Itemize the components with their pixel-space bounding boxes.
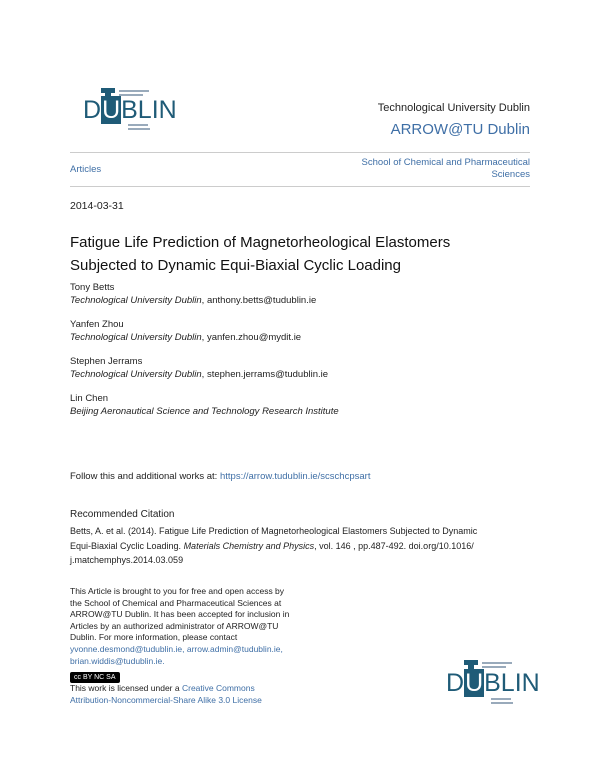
notice-line: the School of Chemical and Pharmaceutical Sciences at bbox=[70, 597, 282, 608]
author-name: Tony Betts bbox=[70, 282, 115, 293]
license-link[interactable]: Creative Commons bbox=[181, 683, 255, 693]
tu-dublin-logo bbox=[83, 88, 177, 132]
author-affiliation: Technological University Dublin bbox=[70, 332, 202, 343]
citation-heading: Recommended Citation bbox=[70, 509, 175, 520]
citation-line: Equi-Biaxial Cyclic Loading. bbox=[70, 540, 184, 551]
department-line-2: Sciences bbox=[491, 169, 530, 180]
institution-name: Technological University Dublin bbox=[377, 102, 530, 114]
notice-line: Dublin. For more information, please contact bbox=[70, 632, 238, 643]
cc-license-badge[interactable] bbox=[70, 666, 120, 684]
contact-emails[interactable]: brian.widdis@tudublin.ie. bbox=[70, 655, 165, 666]
author bbox=[70, 392, 339, 429]
author-email: , stephen.jerrams@tudublin.ie bbox=[201, 369, 329, 380]
department-link[interactable] bbox=[362, 157, 530, 181]
citation-line: Betts, A. et al. (2014). Fatigue Life Prediction of Magnetorheological Elastomers Subjected to Dynamic bbox=[70, 526, 478, 536]
journal-name: Materials Chemistry and Physics bbox=[183, 540, 315, 551]
repository-link[interactable]: ARROW@TU Dublin bbox=[390, 121, 530, 138]
notice-line: Articles by an authorized administrator of ARROW@TU bbox=[70, 620, 279, 631]
author-name: Lin Chen bbox=[70, 393, 109, 404]
author-email: , yanfen.zhou@mydit.ie bbox=[201, 332, 302, 343]
publication-date: 2014-03-31 bbox=[70, 200, 124, 212]
contact-emails[interactable]: yvonne.desmond@tudublin.ie, arrow.admin@tudublin.ie, bbox=[70, 643, 283, 654]
author-email: , anthony.betts@tudublin.ie bbox=[201, 295, 317, 306]
follow-line bbox=[70, 471, 370, 482]
author-affiliation: Technological University Dublin bbox=[70, 369, 202, 380]
license-text bbox=[70, 683, 262, 706]
collection-link[interactable]: Articles bbox=[70, 164, 102, 175]
follow-link[interactable]: https://arrow.tudublin.ie/scschcpsart bbox=[219, 471, 371, 482]
divider bbox=[70, 152, 530, 153]
logo-wordmark: DUBLIN bbox=[83, 96, 177, 124]
author-list bbox=[70, 281, 339, 429]
logo-wordmark: DUBLIN bbox=[446, 669, 540, 697]
notice-line: This Article is brought to you for free and open access by bbox=[70, 586, 285, 596]
notice-line: ARROW@TU Dublin. It has been accepted for inclusion in bbox=[70, 609, 290, 620]
license-prefix: This work is licensed under a bbox=[70, 683, 182, 693]
author bbox=[70, 281, 339, 318]
citation-text bbox=[70, 524, 477, 568]
author-affiliation: Technological University Dublin bbox=[70, 295, 202, 306]
tu-dublin-logo-footer bbox=[446, 660, 540, 706]
author bbox=[70, 355, 339, 392]
title-line-1: Fatigue Life Prediction of Magnetorheological Elastomers bbox=[70, 234, 451, 251]
title-line-2: Subjected to Dynamic Equi-Biaxial Cyclic Loading bbox=[70, 257, 401, 274]
cc-by-nc-sa-icon: cc BY NC SA bbox=[70, 672, 120, 683]
author-name: Stephen Jerrams bbox=[70, 356, 143, 367]
follow-text: Follow this and additional works at: bbox=[70, 471, 220, 482]
department-line-1: School of Chemical and Pharmaceutical bbox=[361, 157, 530, 168]
license-link[interactable]: Attribution-Noncommercial-Share Alike 3.0 License bbox=[70, 694, 262, 705]
citation-doi: j.matchemphys.2014.03.059 bbox=[70, 555, 184, 565]
author-affiliation: Beijing Aeronautical Science and Technology Research Institute bbox=[70, 406, 339, 417]
author bbox=[70, 318, 339, 355]
divider bbox=[70, 186, 530, 187]
citation-line: , vol. 146 , pp.487-492. doi.org/10.1016/ bbox=[314, 540, 474, 551]
access-notice bbox=[70, 586, 289, 667]
author-name: Yanfen Zhou bbox=[70, 319, 124, 330]
article-title bbox=[70, 231, 450, 277]
